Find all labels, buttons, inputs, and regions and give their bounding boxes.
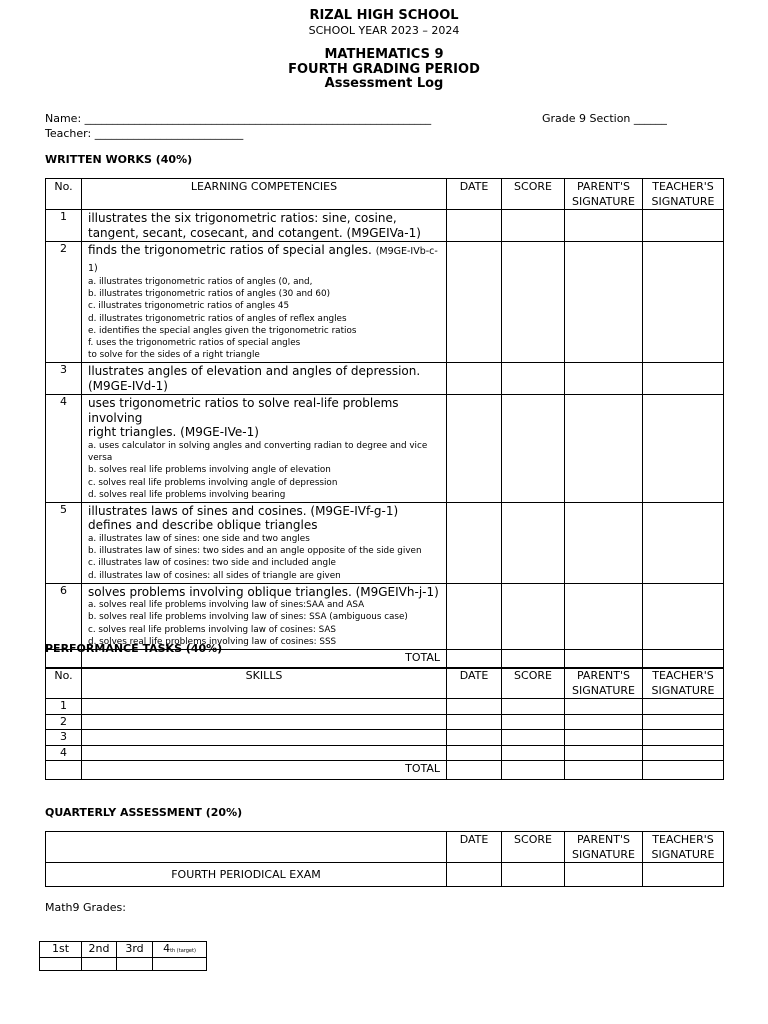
grade-q3-cell[interactable] bbox=[117, 958, 153, 971]
sub-competency: d. illustrates trigonometric ratios of angles of reflex angles bbox=[88, 313, 347, 324]
header-date: DATE bbox=[447, 668, 502, 699]
date-cell[interactable] bbox=[447, 714, 502, 730]
sub-competency: b. illustrates trigonometric ratios of angles (30 and 60) bbox=[88, 289, 331, 300]
grade-q1-cell[interactable] bbox=[40, 958, 82, 971]
grade-section-label: Grade 9 Section bbox=[542, 112, 631, 125]
score-cell[interactable] bbox=[502, 714, 565, 730]
teacher-signature-cell[interactable] bbox=[643, 502, 724, 583]
competency-text: defines and describe oblique triangles bbox=[88, 518, 318, 533]
school-name: RIZAL HIGH SCHOOL bbox=[309, 8, 459, 23]
grade-q1-header: 1st bbox=[40, 942, 82, 958]
sub-competency: c. solves real life problems involving law of cosines: SAS bbox=[88, 624, 336, 635]
sub-competency: a. illustrates trigonometric ratios of angles (0, and, bbox=[88, 277, 313, 287]
date-cell[interactable] bbox=[447, 242, 502, 363]
competency-text: (M9GE-IVd-1) bbox=[88, 378, 168, 393]
grade-section-field[interactable] bbox=[542, 112, 667, 125]
parent-signature-cell[interactable] bbox=[565, 395, 643, 503]
competency-text: uses trigonometric ratios to solve real-life problems involving bbox=[88, 396, 399, 425]
grade-q4-suffix: th (target) bbox=[170, 948, 196, 954]
teacher-signature-cell[interactable] bbox=[643, 395, 724, 503]
header-teacher-signature: TEACHER'S SIGNATURE bbox=[643, 179, 724, 210]
grade-q2-cell[interactable] bbox=[82, 958, 117, 971]
parent-signature-cell[interactable] bbox=[565, 745, 643, 761]
row-number: 4 bbox=[46, 745, 82, 761]
parent-signature-cell[interactable] bbox=[565, 502, 643, 583]
grade-q4-cell[interactable] bbox=[153, 958, 207, 971]
grading-period: FOURTH GRADING PERIOD bbox=[288, 62, 480, 77]
date-cell[interactable] bbox=[447, 730, 502, 746]
competency-cell bbox=[82, 395, 447, 503]
date-cell[interactable] bbox=[447, 745, 502, 761]
parent-signature-cell[interactable] bbox=[565, 242, 643, 363]
header-date: DATE bbox=[447, 179, 502, 210]
score-cell[interactable] bbox=[502, 210, 565, 242]
sub-competency: e. identifies the special angles given the trigonometric ratios bbox=[88, 325, 357, 336]
header-score: SCORE bbox=[502, 832, 565, 863]
date-cell[interactable] bbox=[447, 761, 502, 780]
subject-title: MATHEMATICS 9 bbox=[324, 47, 444, 62]
header-teacher-signature: TEACHER'S SIGNATURE bbox=[643, 832, 724, 863]
skill-cell[interactable] bbox=[82, 730, 447, 746]
score-cell[interactable] bbox=[502, 395, 565, 503]
teacher-signature-cell[interactable] bbox=[643, 363, 724, 395]
date-cell[interactable] bbox=[447, 210, 502, 242]
date-cell[interactable] bbox=[447, 863, 502, 887]
row-number: 4 bbox=[46, 395, 82, 503]
skill-row bbox=[46, 730, 724, 746]
parent-signature-cell[interactable] bbox=[565, 761, 643, 780]
sub-competency: b. illustrates law of sines: two sides and an angle opposite of the side given bbox=[88, 546, 422, 557]
header-score: SCORE bbox=[502, 179, 565, 210]
exam-label: FOURTH PERIODICAL EXAM bbox=[46, 863, 447, 887]
parent-signature-cell[interactable] bbox=[565, 363, 643, 395]
competency-code: (M9GE-IVb-c-1) bbox=[88, 246, 438, 274]
teacher-signature-cell[interactable] bbox=[643, 714, 724, 730]
row-number: 1 bbox=[46, 210, 82, 242]
date-cell[interactable] bbox=[447, 650, 502, 669]
competency-cell bbox=[82, 242, 447, 363]
date-cell[interactable] bbox=[447, 395, 502, 503]
teacher-line: ___________________________ bbox=[94, 127, 244, 140]
competency-text: tangent, secant, cosecant, and cotangent. (M9GEIVa-1) bbox=[88, 225, 421, 240]
header-no: No. bbox=[46, 179, 82, 210]
score-cell[interactable] bbox=[502, 242, 565, 363]
written-works-header-row bbox=[46, 179, 724, 210]
performance-header-row bbox=[46, 668, 724, 699]
teacher-field[interactable] bbox=[45, 127, 243, 140]
header-parent-signature: PARENT'S SIGNATURE bbox=[565, 668, 643, 699]
row-number: 3 bbox=[46, 363, 82, 395]
teacher-label: Teacher: bbox=[45, 127, 92, 140]
sub-competency: d. solves real life problems involving bearing bbox=[88, 489, 286, 500]
teacher-signature-cell[interactable] bbox=[643, 745, 724, 761]
score-cell[interactable] bbox=[502, 363, 565, 395]
header-teacher-signature: TEACHER'S SIGNATURE bbox=[643, 668, 724, 699]
parent-signature-cell[interactable] bbox=[565, 863, 643, 887]
header-score: SCORE bbox=[502, 668, 565, 699]
total-score-cell[interactable] bbox=[502, 761, 565, 780]
row-number: 6 bbox=[46, 583, 82, 649]
grades-table bbox=[39, 941, 207, 971]
score-cell[interactable] bbox=[502, 502, 565, 583]
name-field[interactable] bbox=[45, 112, 431, 125]
skill-cell[interactable] bbox=[82, 714, 447, 730]
date-cell[interactable] bbox=[447, 583, 502, 649]
row-number: 2 bbox=[46, 242, 82, 363]
sub-competency: to solve for the sides of a right triangle bbox=[88, 350, 260, 361]
competency-cell bbox=[82, 583, 447, 649]
teacher-signature-cell[interactable] bbox=[643, 210, 724, 242]
header-parent-signature: PARENT'S SIGNATURE bbox=[565, 179, 643, 210]
parent-signature-cell[interactable] bbox=[565, 210, 643, 242]
sub-competency: d. illustrates law of cosines: all sides of triangle are given bbox=[88, 570, 341, 581]
teacher-signature-cell[interactable] bbox=[643, 650, 724, 669]
sub-competency: b. solves real life problems involving law of sines: SSA (ambiguous case) bbox=[88, 612, 408, 623]
teacher-signature-cell[interactable] bbox=[643, 730, 724, 746]
total-label: TOTAL bbox=[82, 650, 447, 669]
quarterly-header-row bbox=[46, 832, 724, 863]
exam-row bbox=[46, 863, 724, 887]
parent-signature-cell[interactable] bbox=[565, 583, 643, 649]
date-cell[interactable] bbox=[447, 363, 502, 395]
row-number: 2 bbox=[46, 714, 82, 730]
competency-row bbox=[46, 502, 724, 583]
sub-competency: f. uses the trigonometric ratios of special angles bbox=[88, 338, 301, 349]
skill-cell[interactable] bbox=[82, 745, 447, 761]
skill-row bbox=[46, 699, 724, 715]
header-parent-signature: PARENT'S SIGNATURE bbox=[565, 832, 643, 863]
parent-signature-cell[interactable] bbox=[565, 650, 643, 669]
date-cell[interactable] bbox=[447, 502, 502, 583]
parent-signature-cell[interactable] bbox=[565, 730, 643, 746]
name-line: _______________________________________________________________ bbox=[84, 112, 432, 125]
teacher-signature-cell[interactable] bbox=[643, 863, 724, 887]
header-date: DATE bbox=[447, 832, 502, 863]
competency-cell bbox=[82, 502, 447, 583]
teacher-signature-cell[interactable] bbox=[643, 699, 724, 715]
skill-row bbox=[46, 745, 724, 761]
sub-competency: versa bbox=[88, 453, 113, 464]
written-works-title: WRITTEN WORKS (40%) bbox=[45, 153, 193, 166]
score-cell[interactable] bbox=[502, 583, 565, 649]
sub-competency: c. illustrates law of cosines: two side and included angle bbox=[88, 558, 336, 569]
competency-row bbox=[46, 395, 724, 503]
total-label: TOTAL bbox=[82, 761, 447, 780]
parent-signature-cell[interactable] bbox=[565, 714, 643, 730]
sub-competency: a. illustrates law of sines: one side and two angles bbox=[88, 533, 310, 544]
sub-competency: c. solves real life problems involving angle of depression bbox=[88, 477, 338, 488]
sub-competency: d. solves real life problems involving law of cosines: SSS bbox=[88, 636, 337, 647]
sub-competency: a. uses calculator in solving angles and converting radian to degree and vice bbox=[88, 440, 428, 451]
competency-row bbox=[46, 210, 724, 242]
log-title: Assessment Log bbox=[324, 76, 444, 91]
skill-cell[interactable] bbox=[82, 699, 447, 715]
written-works-table bbox=[45, 178, 724, 669]
sub-competency: b. solves real life problems involving angle of elevation bbox=[88, 465, 331, 476]
header-learning-competencies: LEARNING COMPETENCIES bbox=[82, 179, 447, 210]
date-cell[interactable] bbox=[447, 699, 502, 715]
name-label: Name: bbox=[45, 112, 82, 125]
performance-tasks-table bbox=[45, 667, 724, 780]
score-cell[interactable] bbox=[502, 699, 565, 715]
sub-competency: c. illustrates trigonometric ratios of angles 45 bbox=[88, 301, 290, 312]
header-skills: SKILLS bbox=[82, 668, 447, 699]
competency-row bbox=[46, 363, 724, 395]
competency-text: solves problems involving oblique triangles. (M9GEIVh-j-1) bbox=[88, 584, 439, 599]
total-score-cell[interactable] bbox=[502, 650, 565, 669]
header-no: No. bbox=[46, 668, 82, 699]
row-number: 1 bbox=[46, 699, 82, 715]
competency-cell bbox=[82, 363, 447, 395]
competency-row bbox=[46, 583, 724, 649]
grade-q4-header: 4th (target) bbox=[153, 942, 207, 958]
score-cell[interactable] bbox=[502, 863, 565, 887]
quarterly-assessment-title: QUARTERLY ASSESSMENT (20%) bbox=[45, 806, 243, 819]
teacher-signature-cell[interactable] bbox=[643, 761, 724, 780]
grades-label: Math9 Grades: bbox=[45, 901, 126, 914]
parent-signature-cell[interactable] bbox=[565, 699, 643, 715]
grade-q3-header: 3rd bbox=[117, 942, 153, 958]
teacher-signature-cell[interactable] bbox=[643, 583, 724, 649]
score-cell[interactable] bbox=[502, 730, 565, 746]
quarterly-assessment-table bbox=[45, 831, 724, 887]
competency-text: illustrates the six trigonometric ratios: sine, cosine, bbox=[88, 211, 397, 225]
row-number: 5 bbox=[46, 502, 82, 583]
row-number: 3 bbox=[46, 730, 82, 746]
grades-value-row bbox=[40, 958, 207, 971]
school-year: SCHOOL YEAR 2023 – 2024 bbox=[308, 24, 460, 37]
score-cell[interactable] bbox=[502, 745, 565, 761]
performance-total-row bbox=[46, 761, 724, 780]
competency-text: llustrates angles of elevation and angles of depression. bbox=[88, 364, 421, 379]
grades-header-row bbox=[40, 942, 207, 958]
grade-section-line: ______ bbox=[633, 112, 667, 125]
competency-cell bbox=[82, 210, 447, 242]
competency-text: finds the trigonometric ratios of special angles. (M9GE-IVb-c-1) bbox=[88, 243, 438, 274]
grade-q2-header: 2nd bbox=[82, 942, 117, 958]
competency-row bbox=[46, 242, 724, 363]
competency-text: right triangles. (M9GE-IVe-1) bbox=[88, 425, 259, 440]
sub-competency: a. solves real life problems involving law of sines:SAA and ASA bbox=[88, 600, 365, 611]
performance-tasks-title: PERFORMANCE TASKS (40%) bbox=[45, 642, 223, 655]
teacher-signature-cell[interactable] bbox=[643, 242, 724, 363]
competency-text: illustrates laws of sines and cosines. (M9GE-IVf-g-1) bbox=[88, 503, 399, 518]
skill-row bbox=[46, 714, 724, 730]
